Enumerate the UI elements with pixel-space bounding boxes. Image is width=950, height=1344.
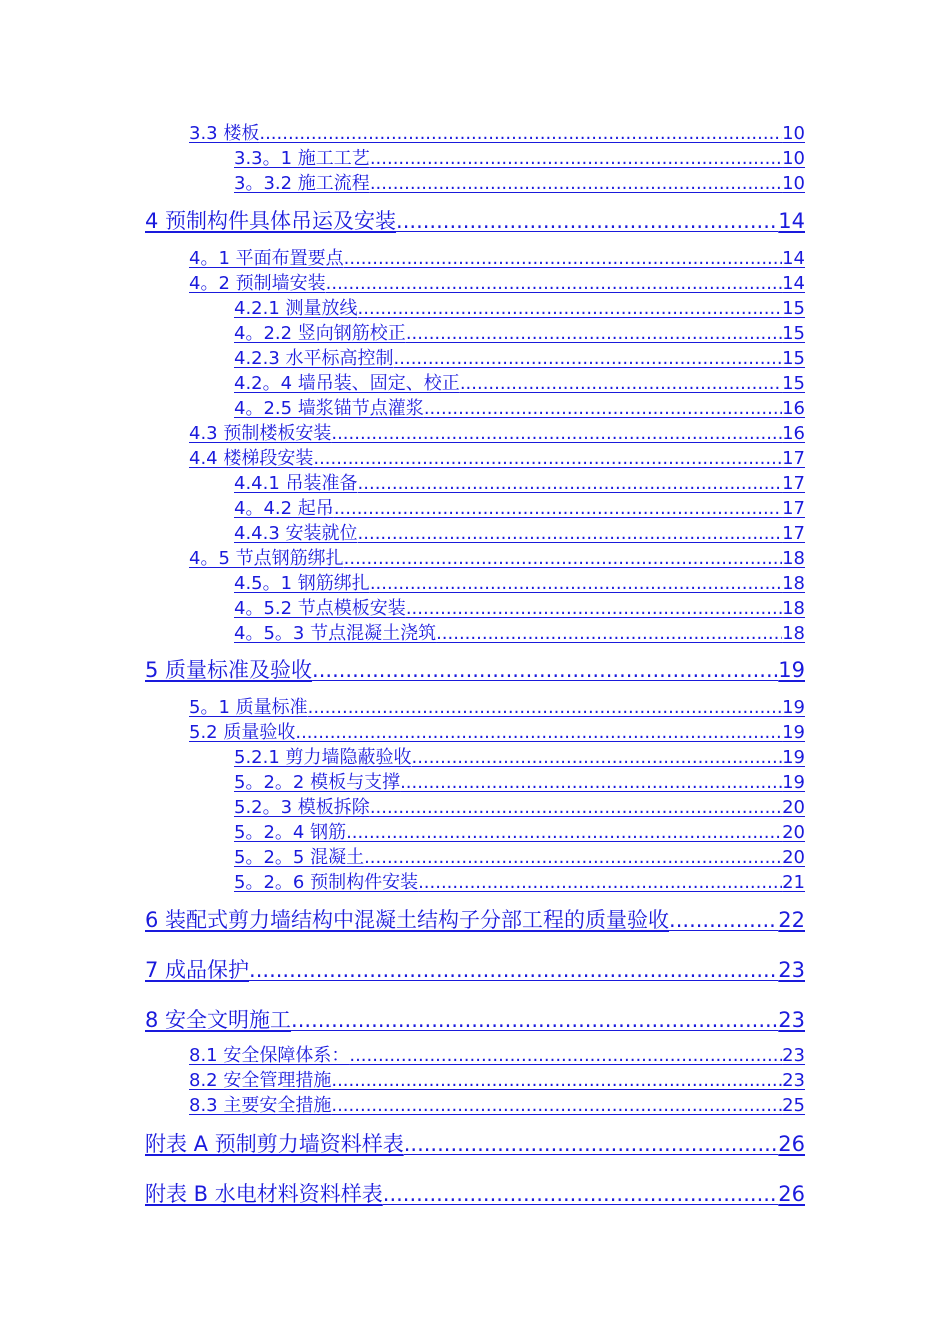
toc-leader-dots xyxy=(346,824,782,842)
toc-leader-dots xyxy=(404,1134,779,1155)
toc-entry-title: 5.2 质量验收 xyxy=(189,722,296,743)
toc-entry-8-3[interactable] xyxy=(189,1097,805,1115)
toc-entry-title: 4。5。3 节点混凝土浇筑 xyxy=(234,623,437,644)
toc-entry-title: 4。5 节点钢筋绑扎 xyxy=(189,548,344,569)
toc-page-number: 14 xyxy=(782,273,805,294)
toc-leader-dots xyxy=(436,625,782,643)
toc-leader-dots xyxy=(331,1072,782,1090)
toc-entry-title: 4.2.1 测量放线 xyxy=(234,298,358,319)
toc-entry-title: 5。2。5 混凝土 xyxy=(234,847,365,868)
toc-page-number: 15 xyxy=(782,323,805,344)
toc-leader-dots xyxy=(460,375,782,393)
toc-page-number: 19 xyxy=(782,772,805,793)
toc-entry-title: 5 质量标准及验收 xyxy=(145,658,313,682)
toc-page-number: 18 xyxy=(782,548,805,569)
toc-entry-5-2-5[interactable] xyxy=(234,849,805,867)
toc-entry-5-2-6[interactable] xyxy=(234,874,805,892)
toc-entry-5-2-3[interactable] xyxy=(234,799,805,817)
toc-leader-dots xyxy=(424,400,782,418)
toc-page-number: 18 xyxy=(782,598,805,619)
toc-entry-appendix-b[interactable] xyxy=(145,1184,805,1205)
toc-entry-title: 5。1 质量标准 xyxy=(189,697,308,718)
toc-page-number: 23 xyxy=(782,1045,805,1066)
toc-leader-dots xyxy=(312,660,778,681)
toc-entry-title: 8 安全文明施工 xyxy=(145,1008,292,1032)
toc-leader-dots xyxy=(313,450,782,468)
toc-leader-dots xyxy=(358,475,783,493)
toc-leader-dots xyxy=(358,525,783,543)
toc-entry-title: 4。5.2 节点模板安装 xyxy=(234,598,406,619)
toc-page-number: 17 xyxy=(782,523,805,544)
toc-entry-4-1[interactable] xyxy=(189,250,805,268)
toc-entry-4-5-3[interactable] xyxy=(234,625,805,643)
toc-leader-dots xyxy=(249,960,778,981)
toc-entry-title: 3。3.2 施工流程 xyxy=(234,173,370,194)
toc-entry-title: 5.2。3 模板拆除 xyxy=(234,797,370,818)
toc-page-number: 18 xyxy=(782,623,805,644)
toc-entry-title: 5。2。2 模板与支撑 xyxy=(234,772,401,793)
toc-leader-dots xyxy=(370,575,782,593)
toc-entry-8[interactable] xyxy=(145,1010,805,1031)
toc-entry-title: 4。2.2 竖向钢筋校正 xyxy=(234,323,406,344)
toc-entry-4-4-3[interactable] xyxy=(234,525,805,543)
toc-leader-dots xyxy=(418,874,782,892)
toc-page-number: 14 xyxy=(778,209,805,233)
toc-leader-dots xyxy=(326,275,782,293)
toc-entry-title: 5.2.1 剪力墙隐蔽验收 xyxy=(234,747,412,768)
toc-page-number: 15 xyxy=(782,298,805,319)
toc-entry-3-3[interactable] xyxy=(189,125,805,143)
toc-entry-4-4-1[interactable] xyxy=(234,475,805,493)
toc-entry-3-3-2[interactable] xyxy=(234,175,805,193)
toc-page-number: 15 xyxy=(782,348,805,369)
toc-page-number: 10 xyxy=(782,173,805,194)
toc-entry-4-4-2[interactable] xyxy=(234,500,805,518)
toc-entry-4-5-2[interactable] xyxy=(234,600,805,618)
toc-entry-7[interactable] xyxy=(145,960,805,981)
toc-page-number: 17 xyxy=(782,448,805,469)
toc-entry-5-2[interactable] xyxy=(189,724,805,742)
toc-page-number: 17 xyxy=(782,473,805,494)
toc-leader-dots xyxy=(406,325,782,343)
toc-page-number: 14 xyxy=(782,248,805,269)
toc-page-number: 17 xyxy=(782,498,805,519)
toc-page-number: 19 xyxy=(782,747,805,768)
toc-entry-title: 4 预制构件具体吊运及安装 xyxy=(145,209,397,233)
toc-page-number: 19 xyxy=(778,658,805,682)
toc-entry-title: 8.2 安全管理措施 xyxy=(189,1070,332,1091)
toc-entry-title: 3.3 楼板 xyxy=(189,123,260,144)
toc-leader-dots xyxy=(669,910,778,931)
toc-entry-title: 4。2 预制墙安装 xyxy=(189,273,326,294)
toc-page-number: 25 xyxy=(782,1095,805,1116)
toc-entry-4-2-1[interactable] xyxy=(234,300,805,318)
toc-leader-dots xyxy=(259,125,782,143)
toc-page-number: 19 xyxy=(782,722,805,743)
toc-page-number: 26 xyxy=(778,1182,805,1206)
toc-entry-3-3-1[interactable] xyxy=(234,150,805,168)
toc-entry-4-2-4[interactable] xyxy=(234,375,805,393)
toc-leader-dots xyxy=(394,350,783,368)
toc-entry-title: 4.4.3 安装就位 xyxy=(234,523,358,544)
toc-entry-4[interactable] xyxy=(145,211,805,232)
toc-leader-dots xyxy=(383,1184,779,1205)
toc-leader-dots xyxy=(400,774,782,792)
toc-entry-4-2-3[interactable] xyxy=(234,350,805,368)
toc-entry-title: 4.2。4 墙吊装、固定、校正 xyxy=(234,373,460,394)
toc-entry-4-5-1[interactable] xyxy=(234,575,805,593)
toc-leader-dots xyxy=(412,749,783,767)
toc-entry-title: 4。2.5 墙浆锚节点灌浆 xyxy=(234,398,424,419)
toc-leader-dots xyxy=(295,724,782,742)
toc-page-number: 10 xyxy=(782,148,805,169)
toc-entry-title: 4。1 平面布置要点 xyxy=(189,248,344,269)
toc-page-number: 16 xyxy=(782,423,805,444)
toc-page-number: 23 xyxy=(778,1008,805,1032)
toc-page-number: 20 xyxy=(782,797,805,818)
toc-entry-title: 7 成品保护 xyxy=(145,958,250,982)
toc-entry-4-5[interactable] xyxy=(189,550,805,568)
toc-entry-title: 8.3 主要安全措施 xyxy=(189,1095,332,1116)
toc-entry-title: 3.3。1 施工工艺 xyxy=(234,148,370,169)
toc-entry-5-2-4[interactable] xyxy=(234,824,805,842)
toc-entry-title: 5。2。4 钢筋 xyxy=(234,822,347,843)
toc-entry-title: 8.1 安全保障体系： xyxy=(189,1045,350,1066)
toc-leader-dots xyxy=(334,500,782,518)
toc-entry-title: 4.4 楼梯段安装 xyxy=(189,448,314,469)
toc-entry-title: 4。4.2 起吊 xyxy=(234,498,334,519)
toc-leader-dots xyxy=(406,600,782,618)
toc-leader-dots xyxy=(331,1097,782,1115)
toc-leader-dots xyxy=(364,849,782,867)
toc-entry-appendix-a[interactable] xyxy=(145,1134,805,1155)
toc-page-number: 23 xyxy=(782,1070,805,1091)
toc-page-number: 15 xyxy=(782,373,805,394)
toc-leader-dots xyxy=(331,425,782,443)
toc-entry-title: 4.3 预制楼板安装 xyxy=(189,423,332,444)
toc-entry-4-2[interactable] xyxy=(189,275,805,293)
toc-entry-4-2-5[interactable] xyxy=(234,400,805,418)
toc-page-number: 22 xyxy=(778,908,805,932)
toc-entry-5-1[interactable] xyxy=(189,699,805,717)
toc-entry-4-4[interactable] xyxy=(189,450,805,468)
toc-leader-dots xyxy=(358,300,783,318)
toc-page-number: 26 xyxy=(778,1132,805,1156)
toc-entry-8-1[interactable] xyxy=(189,1047,805,1065)
toc-entry-title: 附表 B 水电材料资料样表 xyxy=(145,1182,383,1206)
toc-entry-title: 4.5。1 钢筋绑扎 xyxy=(234,573,370,594)
toc-page-number: 16 xyxy=(782,398,805,419)
toc-page-number: 20 xyxy=(782,847,805,868)
toc-entry-5-2-2[interactable] xyxy=(234,774,805,792)
toc-entry-title: 4.2.3 水平标高控制 xyxy=(234,348,394,369)
toc-leader-dots xyxy=(370,150,782,168)
toc-entry-6[interactable] xyxy=(145,910,805,931)
toc-entry-title: 附表 A 预制剪力墙资料样表 xyxy=(145,1132,404,1156)
toc-page-number: 18 xyxy=(782,573,805,594)
toc-entry-5[interactable] xyxy=(145,660,805,681)
toc-entry-4-3[interactable] xyxy=(189,425,805,443)
toc-leader-dots xyxy=(370,799,782,817)
toc-leader-dots xyxy=(370,175,782,193)
toc-entry-5-2-1[interactable] xyxy=(234,749,805,767)
toc-leader-dots xyxy=(396,211,778,232)
toc-page-number: 21 xyxy=(782,872,805,893)
toc-page-number: 19 xyxy=(782,697,805,718)
toc-entry-4-2-2[interactable] xyxy=(234,325,805,343)
toc-leader-dots xyxy=(308,699,782,717)
toc-page-number: 20 xyxy=(782,822,805,843)
toc-entry-8-2[interactable] xyxy=(189,1072,805,1090)
toc-leader-dots xyxy=(349,1047,782,1065)
toc-page-number: 10 xyxy=(782,123,805,144)
toc-entry-title: 4.4.1 吊装准备 xyxy=(234,473,358,494)
toc-entry-title: 5。2。6 预制构件安装 xyxy=(234,872,419,893)
toc-entry-title: 6 装配式剪力墙结构中混凝土结构子分部工程的质量验收 xyxy=(145,908,670,932)
toc-leader-dots xyxy=(344,550,782,568)
toc-leader-dots xyxy=(291,1010,778,1031)
toc-page-number: 23 xyxy=(778,958,805,982)
toc-leader-dots xyxy=(344,250,782,268)
